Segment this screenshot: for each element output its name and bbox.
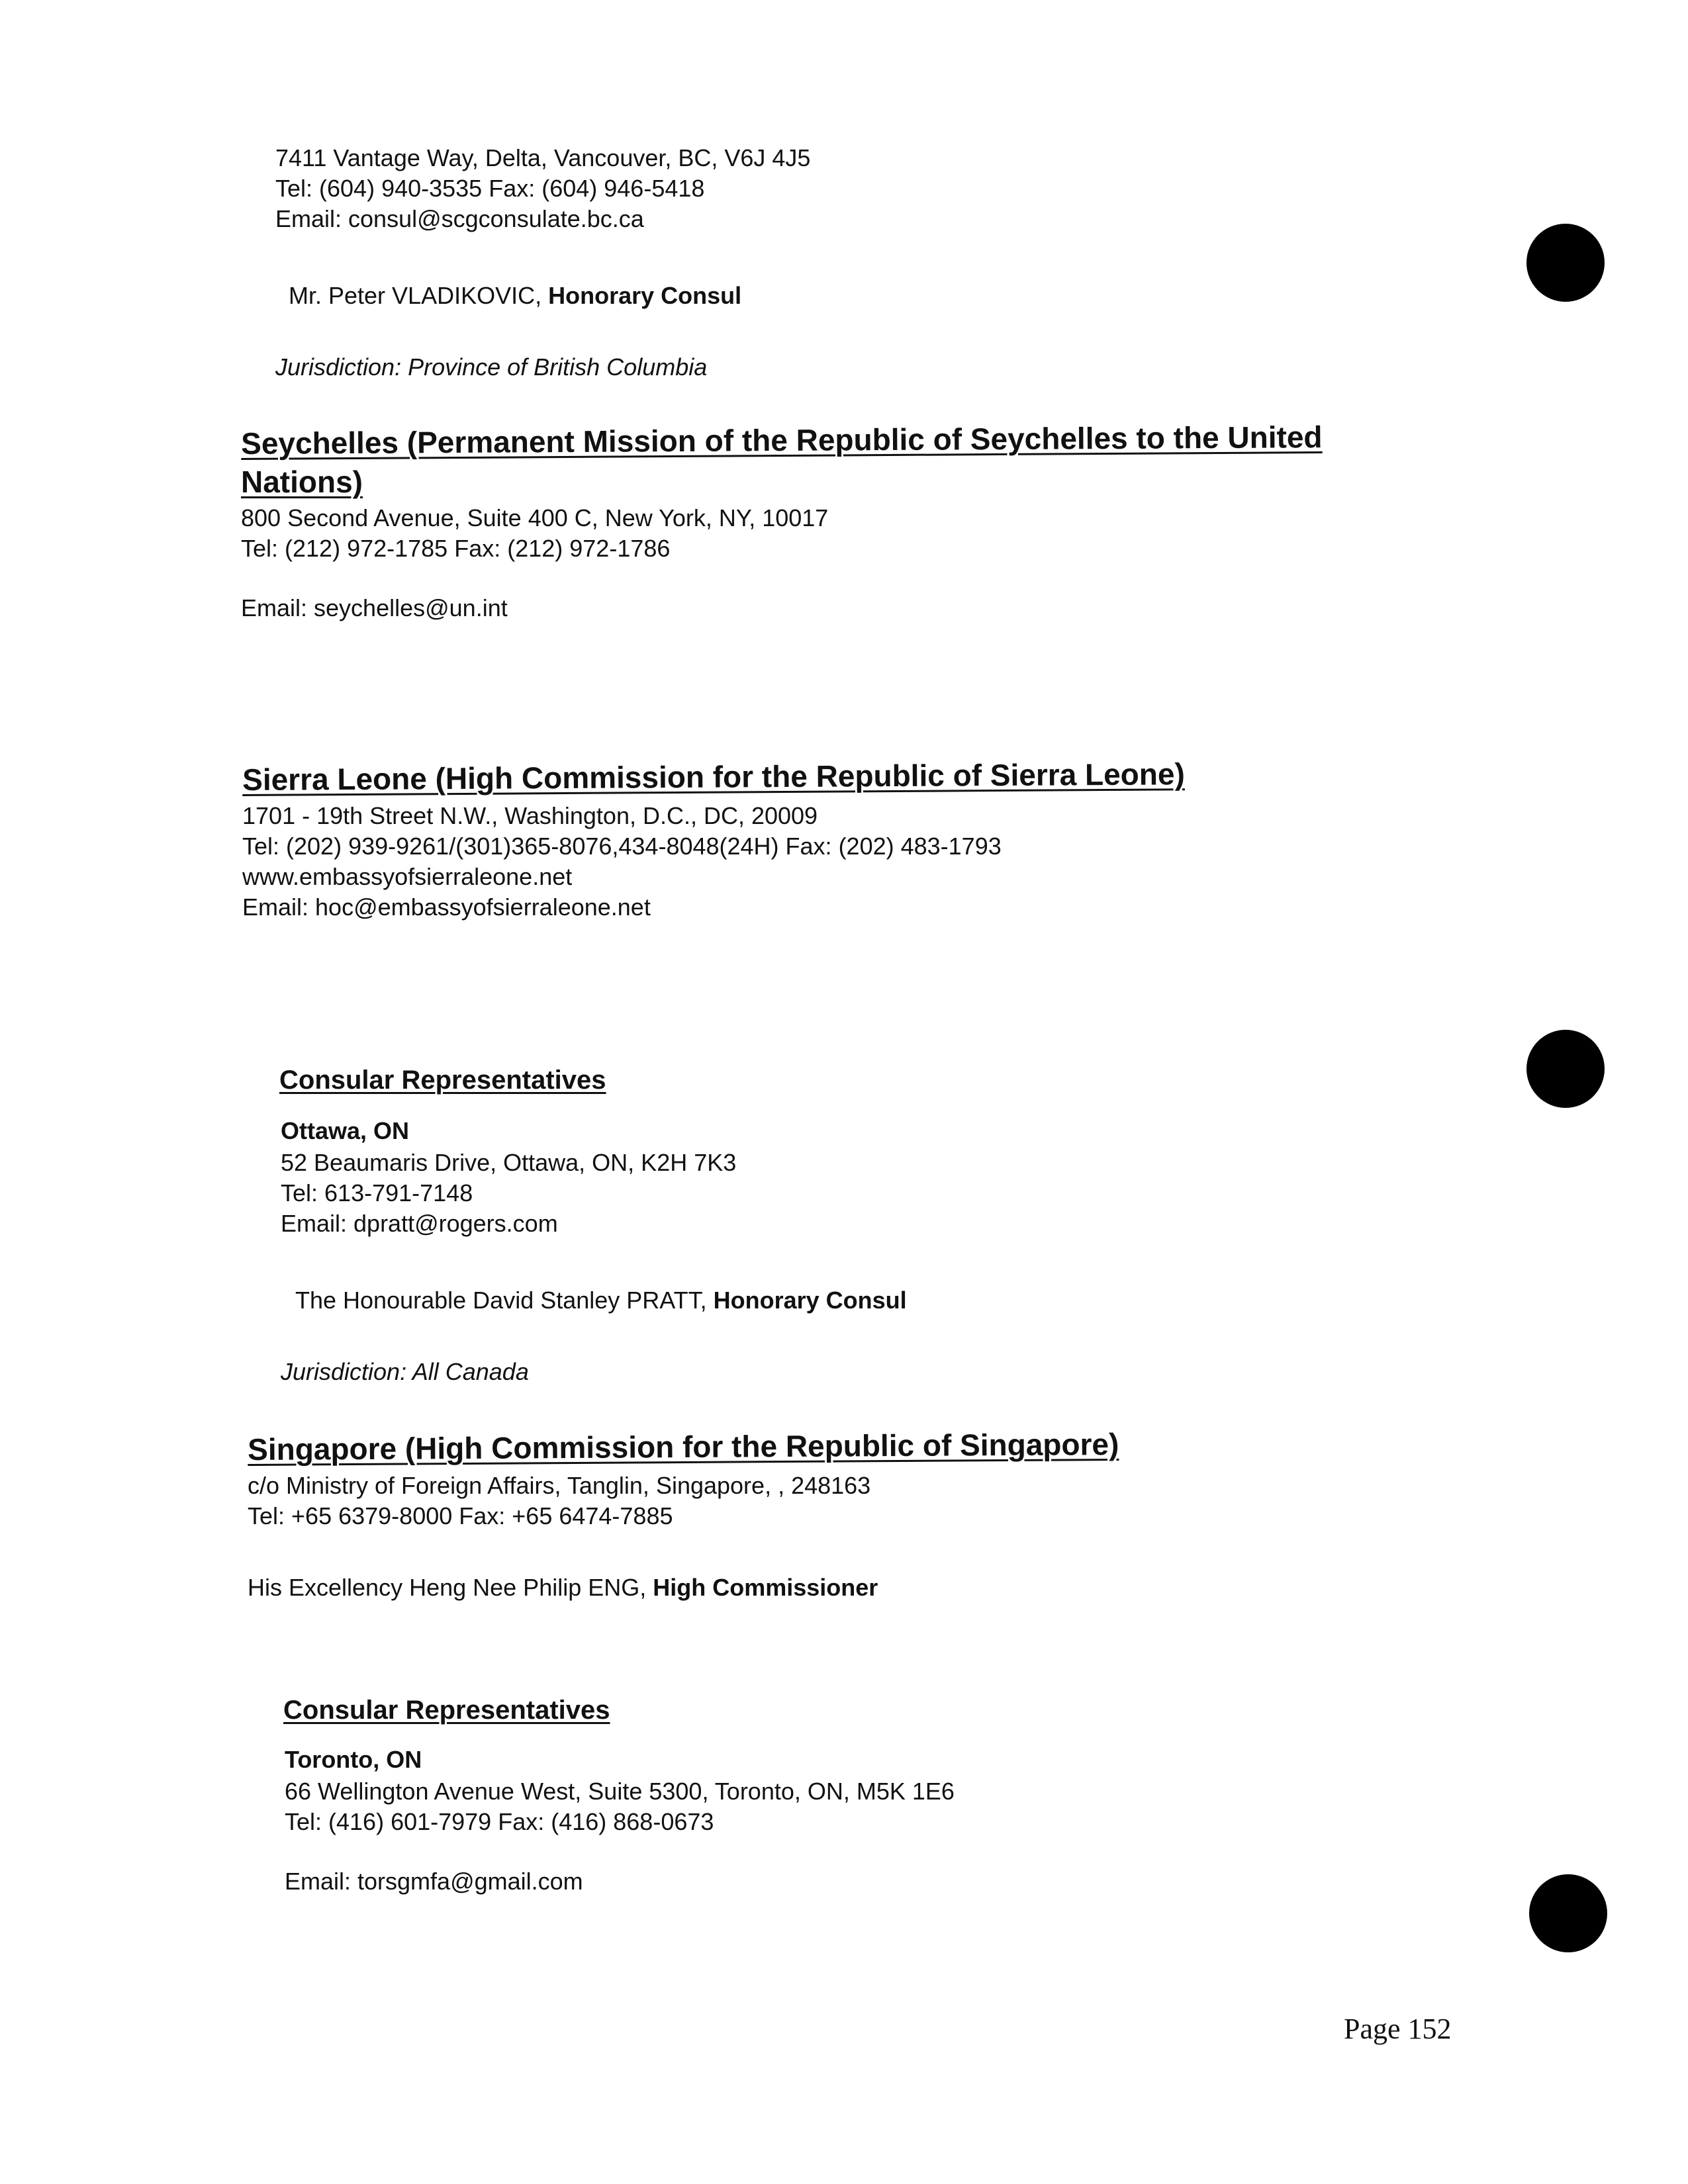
consul-line [295, 1285, 907, 1316]
tel-line: Tel: (604) 940-3535 Fax: (604) 946-5418 [275, 175, 705, 202]
email-line: Email: torsgmfa@gmail.com [285, 1868, 583, 1895]
jurisdiction-line: Jurisdiction: Province of British Columbia [275, 353, 708, 381]
section-heading-seychelles: Seychelles (Permanent Mission of the Republic of Seychelles to the United [241, 420, 1323, 461]
consul-title: Honorary Consul [713, 1287, 907, 1314]
section-heading-sierra-leone: Sierra Leone (High Commission for the Republic of Sierra Leone) [242, 756, 1185, 797]
email-line: Email: consul@scgconsulate.bc.ca [275, 205, 644, 232]
address-line: c/o Ministry of Foreign Affairs, Tanglin, Singapore, , 248163 [248, 1472, 871, 1499]
tel-line: Tel: (212) 972-1785 Fax: (212) 972-1786 [241, 535, 671, 562]
section-heading-singapore: Singapore (High Commission for the Republic of Singapore) [248, 1426, 1119, 1467]
email-line: Email: dpratt@rogers.com [281, 1210, 558, 1237]
tel-line: Tel: (202) 939-9261/(301)365-8076,434-8048(24H) Fax: (202) 483-1793 [242, 833, 1002, 860]
consular-heading: Consular Representatives [283, 1696, 610, 1725]
high-commissioner-name: His Excellency Heng Nee Philip ENG, [248, 1574, 653, 1601]
punch-hole [1526, 224, 1605, 302]
section-heading-seychelles-cont: Nations) [241, 465, 363, 499]
tel-line: Tel: +65 6379-8000 Fax: +65 6474-7885 [248, 1502, 673, 1529]
address-line: 7411 Vantage Way, Delta, Vancouver, BC, V6J 4J5 [275, 144, 811, 171]
punch-hole [1529, 1874, 1607, 1952]
tel-line: Tel: 613-791-7148 [281, 1179, 473, 1206]
address-line: 800 Second Avenue, Suite 400 C, New York, NY, 10017 [241, 504, 829, 531]
page-number: Page 152 [1344, 2013, 1452, 2045]
high-commissioner-title: High Commissioner [653, 1574, 878, 1601]
consular-heading: Consular Representatives [279, 1066, 606, 1095]
address-line: 66 Wellington Avenue West, Suite 5300, Toronto, ON, M5K 1E6 [285, 1778, 955, 1805]
website-line: www.embassyofsierraleone.net [242, 863, 573, 890]
punch-hole [1526, 1030, 1605, 1108]
city-heading: Ottawa, ON [281, 1117, 410, 1144]
address-line: 52 Beaumaris Drive, Ottawa, ON, K2H 7K3 [281, 1149, 737, 1176]
jurisdiction-line: Jurisdiction: All Canada [281, 1358, 529, 1385]
consul-name: Mr. Peter VLADIKOVIC, [289, 282, 549, 309]
consul-line [289, 281, 741, 311]
city-heading: Toronto, ON [285, 1746, 422, 1773]
consul-title: Honorary Consul [548, 282, 742, 309]
email-line: Email: seychelles@un.int [241, 594, 508, 621]
address-line: 1701 - 19th Street N.W., Washington, D.C., DC, 20009 [242, 802, 818, 829]
tel-line: Tel: (416) 601-7979 Fax: (416) 868-0673 [285, 1808, 714, 1835]
consul-name: The Honourable David Stanley PRATT, [295, 1287, 714, 1314]
high-commissioner-line [248, 1572, 878, 1603]
email-line: Email: hoc@embassyofsierraleone.net [242, 893, 651, 921]
